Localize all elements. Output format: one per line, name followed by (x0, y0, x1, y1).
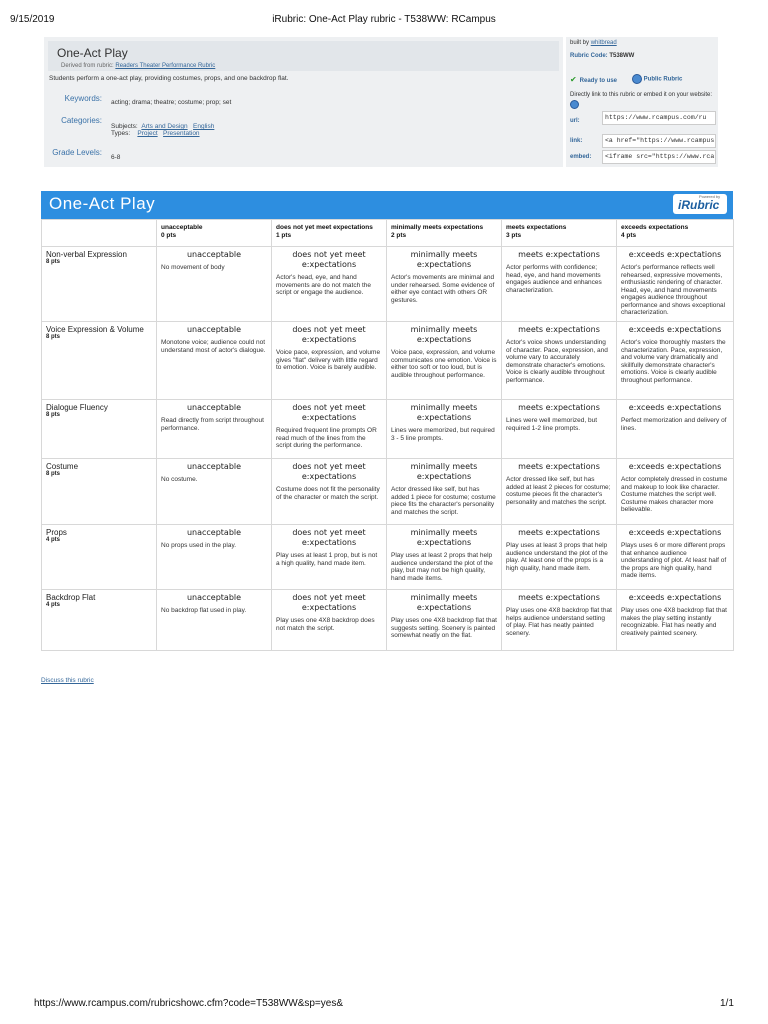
rubric-cell[interactable] (502, 525, 617, 590)
cell-level-label: meets e:xpectations (518, 325, 600, 334)
criterion-row (42, 459, 734, 525)
cell-level-label: minimally meets e:xpectations (410, 462, 478, 481)
rubric-cell[interactable] (502, 322, 617, 400)
rubric-code (570, 53, 634, 59)
level-name: unacceptable (161, 224, 203, 231)
rubric-header (41, 191, 733, 219)
level-name: meets expectations (506, 224, 567, 231)
criterion-cell (42, 459, 157, 525)
rubric-cell[interactable] (502, 590, 617, 651)
rubric-cell[interactable] (272, 322, 387, 400)
criterion-row (42, 400, 734, 459)
embed-field[interactable]: <iframe src="https://www.rca (602, 150, 716, 164)
derived-prefix: Derived from rubric: (61, 63, 116, 69)
cell-description: Voice pace, expression, and volume communicates one emotion. Voice is either too soft or too loud, but is audible throughout performance. (391, 349, 497, 379)
url-field[interactable]: https://www.rcampus.com/ru (602, 111, 716, 125)
cell-level-label: does not yet meet e:xpectations (292, 403, 366, 422)
info-right (566, 37, 718, 167)
rubric-cell[interactable] (502, 459, 617, 525)
criterion-cell (42, 525, 157, 590)
globe-icon (570, 100, 579, 109)
info-titlebar (48, 41, 559, 71)
globe-icon (632, 74, 642, 84)
type-link-presentation[interactable]: Presentation (163, 130, 200, 137)
cell-description: Actor's head, eye, and hand movements are do not match the script or engage the audience. (276, 274, 372, 296)
level-header (157, 220, 272, 247)
cell-level-label: minimally meets e:xpectations (410, 528, 478, 547)
cell-description: Play uses one 4X8 backdrop does not match the script. (276, 617, 375, 632)
categories-label: Categories: (61, 116, 102, 125)
cell-level-label: e:xceeds e:xpectations (628, 593, 722, 602)
level-pts: 0 pts (161, 231, 177, 239)
cell-description: Play uses at least 1 prop, but is not a high quality, hand made item. (276, 552, 378, 567)
rubric-cell[interactable] (157, 322, 272, 400)
rubric-code-value: T538WW (609, 53, 635, 59)
footer-url: https://www.rcampus.com/rubricshowc.cfm?code=T538WW&sp=yes& (34, 998, 343, 1009)
cell-description: Actor's voice shows understanding of character. Pace, expression, and volume vary to accurately demonstrate character's emotions. Voice is clearly audible throughout performance. (506, 339, 608, 384)
rubric-cell[interactable] (157, 590, 272, 651)
criterion-pts: 4 pts (46, 602, 61, 608)
criterion-cell (42, 590, 157, 651)
cell-level-label: meets e:xpectations (518, 403, 600, 412)
print-title: iRubric: One-Act Play rubric - T538WW: RCampus (272, 14, 496, 25)
cell-level-label: unacceptable (186, 250, 242, 259)
cell-description: Plays uses 6 or more different props that enhance audience understanding of plot. At least half of the props are high quality, hand made items. (621, 542, 727, 579)
cell-description: Actor performs with confidence; head, eye, and hand movements engages audience and enhances characterization. (506, 264, 602, 294)
cell-description: Play uses at least 2 props that help audience understand the plot of the play, but may not be high quality, hand made items. (391, 552, 493, 582)
types-line (111, 130, 200, 137)
level-pts: 4 pts (621, 231, 637, 239)
level-header (272, 220, 387, 247)
cell-description: Actor's performance reflects well rehearsed, expressive movements, enthusiastic rendering of character. Head, eye, and hand movements engages audience throughout performance and shows exceptional characterization. (621, 264, 726, 316)
description: Students perform a one-act play, providing costumes, props, and one backdrop flat. (49, 75, 289, 82)
rubric-cell[interactable] (502, 400, 617, 459)
rubric-code-label: Rubric Code: (570, 53, 610, 59)
cell-description: Actor dressed like self, but has added at least 2 pieces for costume; costume pieces fit the character's personality and matches the script. (506, 476, 611, 506)
author-link[interactable]: whitbread (590, 40, 617, 46)
cell-description: Lines were memorized, but required 3 - 5 line prompts. (391, 427, 495, 442)
rubric-cell[interactable] (272, 400, 387, 459)
criterion-cell (42, 322, 157, 400)
subject-link-arts[interactable]: Arts and Design (141, 123, 188, 130)
rubric-cell[interactable] (272, 590, 387, 651)
cell-description: Actor's movements are minimal and under rehearsed. Some evidence of either eye contact with others OR gestures. (391, 274, 495, 304)
rubric-title: One-Act Play (49, 194, 156, 213)
cell-level-label: e:xceeds e:xpectations (628, 403, 722, 412)
cell-level-label: meets e:xpectations (518, 528, 600, 537)
subjects-line (111, 123, 214, 130)
level-pts: 3 pts (506, 231, 522, 239)
criterion-name: Backdrop Flat (46, 593, 96, 602)
level-header (617, 220, 734, 247)
cell-description: No props used in the play. (161, 542, 237, 549)
subject-link-english[interactable]: English (193, 123, 215, 130)
rubric-cell[interactable] (617, 459, 734, 525)
footer-page: 1/1 (720, 998, 734, 1009)
corner-cell (42, 220, 157, 247)
rubric-cell[interactable] (387, 322, 502, 400)
embed-label: embed: (570, 154, 592, 160)
cell-level-label: unacceptable (186, 462, 242, 471)
criterion-pts: 4 pts (46, 537, 61, 543)
rubric-cell[interactable] (157, 525, 272, 590)
criterion-cell (42, 247, 157, 322)
cell-level-label: unacceptable (186, 403, 242, 412)
criterion-pts: 8 pts (46, 334, 61, 340)
built-by (570, 40, 617, 46)
public-label: Public Rubric (643, 76, 683, 83)
cell-level-label: e:xceeds e:xpectations (628, 462, 722, 471)
logo-text: iRubric (678, 198, 720, 212)
criterion-cell (42, 400, 157, 459)
cell-level-label: unacceptable (186, 528, 242, 537)
rubric-cell[interactable] (617, 322, 734, 400)
derived-from (61, 63, 215, 69)
cell-description: Play uses at least 3 props that help audience understand the plot of the play. At least one of the props is a high quality, hand made item. (506, 542, 608, 572)
cell-level-label: unacceptable (186, 593, 242, 602)
cell-level-label: meets e:xpectations (518, 462, 600, 471)
cell-level-label: e:xceeds e:xpectations (628, 250, 722, 259)
public-rubric[interactable] (632, 74, 682, 84)
rubric-cell[interactable] (617, 590, 734, 651)
info-left (44, 37, 563, 167)
cell-level-label: minimally meets e:xpectations (410, 325, 478, 344)
rubric-info-panel (44, 37, 718, 167)
rubric-cell[interactable] (502, 247, 617, 322)
cell-level-label: minimally meets e:xpectations (410, 403, 478, 422)
rubric-cell[interactable] (272, 247, 387, 322)
cell-level-label: does not yet meet e:xpectations (292, 593, 366, 612)
cell-description: No costume. (161, 476, 198, 483)
info-title: One-Act Play (57, 46, 128, 60)
criterion-pts: 8 pts (46, 471, 61, 477)
level-header (502, 220, 617, 247)
print-date: 9/15/2019 (10, 14, 55, 25)
keywords-label: Keywords: (64, 94, 102, 103)
cell-level-label: meets e:xpectations (518, 250, 600, 259)
cell-level-label: minimally meets e:xpectations (410, 593, 478, 612)
level-header-row (42, 220, 734, 247)
grade-text: 6-8 (111, 154, 121, 161)
cell-level-label: minimally meets e:xpectations (410, 250, 478, 269)
rubric-cell[interactable] (387, 525, 502, 590)
cell-description: Costume does not fit the personality of the character or match the script. (276, 486, 380, 501)
cell-description: Perfect memorization and delivery of lines. (621, 417, 727, 432)
link-instructions (570, 91, 715, 110)
cell-description: Lines were well memorized, but required 1-2 line prompts. (506, 417, 598, 432)
link-label: link: (570, 138, 583, 144)
ready-label: Ready to use (579, 78, 618, 84)
cell-description: Required frequent line prompts OR read much of the lines from the script during the performance. (276, 427, 377, 449)
cell-level-label: e:xceeds e:xpectations (628, 325, 722, 334)
level-name: exceeds expectations (621, 224, 689, 231)
rubric-cell[interactable] (617, 400, 734, 459)
criterion-name: Dialogue Fluency (46, 403, 108, 412)
cell-description: Play uses one 4X8 backdrop flat that suggests setting. Scenery is painted somewhat neatly on the flat. (391, 617, 497, 639)
grade-label: Grade Levels: (52, 148, 102, 157)
cell-description: Play uses one 4X8 backdrop flat that makes the play setting instantly recognizable. Flat has neatly and creatively painted scenery. (621, 607, 727, 637)
criterion-name: Non-verbal Expression (46, 250, 127, 259)
rubric-cell[interactable] (617, 247, 734, 322)
cell-description: Actor dressed like self, but has added 1 piece for costume; costume piece fits the character's personality and matches the script. (391, 486, 496, 516)
cell-description: Actor completely dressed in costume and makeup to look like character. Costume matches the script well. Costume makes character more believable. (621, 476, 728, 513)
irubric-logo[interactable] (673, 194, 727, 214)
rubric-cell[interactable] (157, 400, 272, 459)
logo-powered: Powered by (699, 194, 721, 199)
derived-link[interactable]: Readers Theater Performance Rubric (115, 63, 216, 69)
cell-level-label: does not yet meet e:xpectations (292, 325, 366, 344)
criterion-name: Props (46, 528, 67, 537)
criterion-pts: 8 pts (46, 412, 61, 418)
cell-description: Voice pace, expression, and volume gives "flat" delivery with little regard to emotion. Voice is barely audible. (276, 349, 381, 371)
rubric-cell[interactable] (387, 459, 502, 525)
level-name: does not yet meet expectations (276, 224, 373, 231)
level-name: minimally meets expectations (391, 224, 484, 231)
type-link-project[interactable]: Project (137, 130, 158, 137)
rubric-cell[interactable] (157, 247, 272, 322)
rubric-cell[interactable] (272, 525, 387, 590)
cell-description: Actor's voice thoroughly masters the characterization. Pace, expression, and volume vary dramatically and skillfully demonstrate character's emotions. Voice is clearly audible throughout performance. (621, 339, 726, 384)
built-by-label: built by (570, 40, 591, 46)
cell-description: Play uses one 4X8 backdrop flat that helps audience understand setting of play. Flat has neatly painted scenery. (506, 607, 612, 637)
criterion-row (42, 322, 734, 400)
criterion-row (42, 590, 734, 651)
rubric-cell[interactable] (387, 247, 502, 322)
level-header (387, 220, 502, 247)
url-label: url: (570, 118, 580, 124)
ready-to-use[interactable] (570, 75, 617, 84)
rubric-table-container (41, 191, 733, 651)
cell-level-label: does not yet meet e:xpectations (292, 462, 366, 481)
cell-level-label: e:xceeds e:xpectations (628, 528, 722, 537)
link-instructions-text: Directly link to this rubric or embed it on your website: (570, 92, 713, 98)
rubric-cell[interactable] (387, 590, 502, 651)
cell-description: No movement of body (161, 264, 225, 271)
rubric-cell[interactable] (387, 400, 502, 459)
level-pts: 2 pts (391, 231, 407, 239)
cell-level-label: unacceptable (186, 325, 242, 334)
cell-description: No backdrop flat used in play. (161, 607, 247, 614)
check-icon: ✔ (570, 75, 577, 84)
cell-description: Monotone voice; audience could not understand most of actor's dialogue. (161, 339, 266, 354)
cell-description: Read directly from script throughout performance. (161, 417, 264, 432)
rubric-table (41, 219, 734, 651)
level-pts: 1 pts (276, 231, 292, 239)
criterion-pts: 8 pts (46, 259, 61, 265)
types-label: Types: (111, 130, 131, 137)
criterion-name: Costume (46, 462, 79, 471)
rubric-cell[interactable] (157, 459, 272, 525)
subjects-label: Subjects: (111, 123, 138, 130)
keywords-text: acting; drama; theatre; costume; prop; set (111, 99, 232, 106)
rubric-cell[interactable] (617, 525, 734, 590)
cell-level-label: does not yet meet e:xpectations (292, 250, 366, 269)
discuss-link[interactable]: Discuss this rubric (41, 677, 94, 684)
cell-level-label: meets e:xpectations (518, 593, 600, 602)
criterion-name: Voice Expression & Volume (46, 325, 144, 334)
criterion-row (42, 247, 734, 322)
criterion-row (42, 525, 734, 590)
rubric-cell[interactable] (272, 459, 387, 525)
cell-level-label: does not yet meet e:xpectations (292, 528, 366, 547)
link-field[interactable]: <a href="https://www.rcampus (602, 134, 716, 148)
